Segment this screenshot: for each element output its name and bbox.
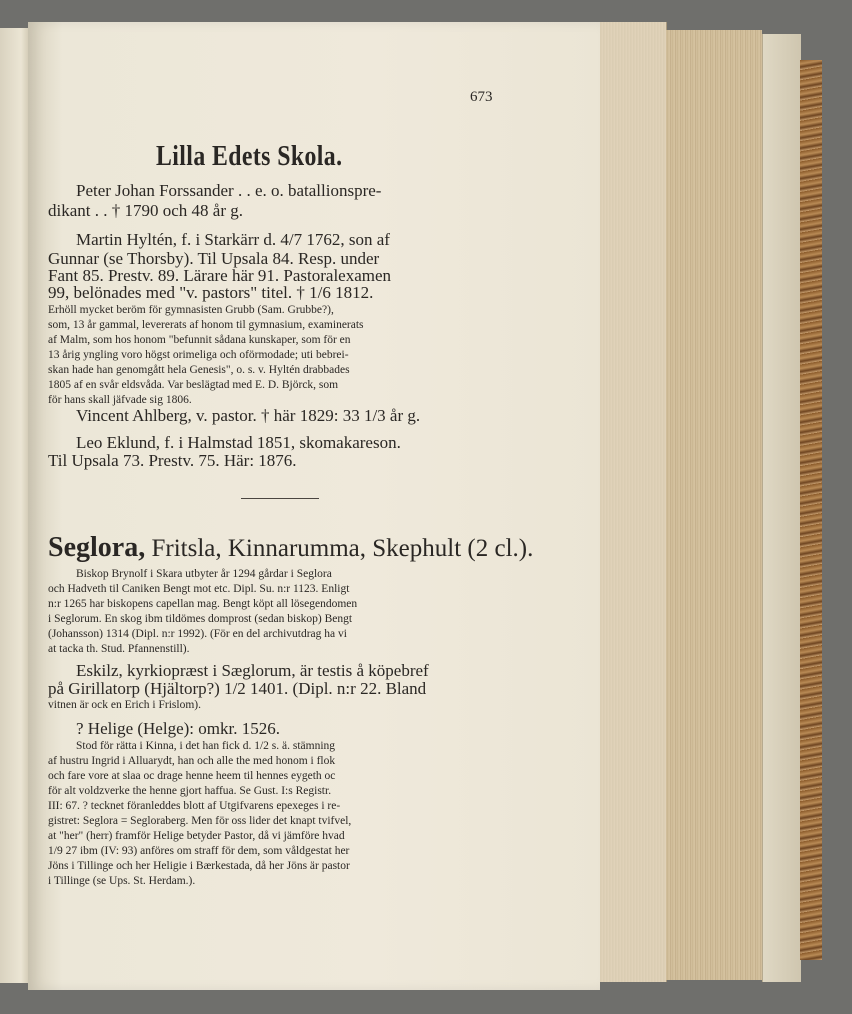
text-line-small: af hustru Ingrid i Alluarydt, han och alle the med honom i flok (48, 755, 336, 767)
section-heading-place: Seglora, (48, 532, 146, 563)
text-line: på Girillatorp (Hjältorp?) 1/2 1401. (Dipl. n:r 22. Bland (48, 679, 427, 698)
text-line-small: för hans skall jäfvade sig 1806. (48, 394, 192, 406)
text-line: dikant . . † 1790 och 48 år g. (48, 201, 243, 220)
text-line-small: n:r 1265 har biskopens capellan mag. Bengt köpt all lösegendomen (48, 598, 358, 610)
text-line: Fant 85. Prestv. 89. Lärare här 91. Pastoralexamen (48, 266, 392, 285)
text-line-small: 1805 af en svår eldsvåda. Var beslägtad med E. D. Björck, som (48, 379, 339, 391)
text-line-small: i Tillinge (se Ups. St. Herdam.). (48, 875, 196, 887)
text-line-small: Biskop Brynolf i Skara utbyter år 1294 gårdar i Seglora (76, 568, 332, 580)
text-line-small: af Malm, som hos honom "befunnit sådana kunskaper, som för en (48, 334, 351, 346)
text-line: Gunnar (se Thorsby). Til Upsala 84. Resp. under (48, 249, 380, 268)
text-line-small: Jöns i Tillinge och her Heligie i Bærkestada, då her Jöns är pastor (48, 860, 350, 872)
text-line: Vincent Ahlberg, v. pastor. † här 1829: 33 1/3 år g. (76, 406, 421, 425)
text-line: Leo Eklund, f. i Halmstad 1851, skomakareson. (76, 433, 401, 452)
text-line: Eskilz, kyrkiopræst i Sæglorum, är testis å köpebref (76, 661, 429, 680)
text-line-small: Erhöll mycket beröm för gymnasisten Grubb (Sam. Grubbe?), (48, 304, 334, 316)
text-line-small: som, 13 år gammal, levererats af honom til gymnasium, examinerats (48, 319, 364, 331)
section-heading (48, 534, 533, 562)
text-line-small: at "her" (herr) framför Helige betyder Pastor, då vi jämföre hvad (48, 830, 345, 842)
text-line-small: för alt voldzverke the henne gjort haffua. Se Gust. I:s Registr. (48, 785, 332, 797)
text-line-small: Stod för rätta i Kinna, i det han fick d. 1/2 s. ä. stämning (76, 740, 336, 752)
text-line-small: och fare vore at slaa oc drage henne heem til hennes eygeth oc (48, 770, 336, 782)
text-line-small: at tacka th. Stud. Pfannenstill). (48, 643, 190, 655)
page-edges-inner (666, 30, 762, 980)
page-number: 673 (470, 89, 493, 105)
text-line-small: skan hade han genomgått hela Genesis", o. s. v. Hyltén drabbades (48, 364, 350, 376)
text-line-small: III: 67. ? tecknet föranleddes blott af Utgifvarens epexeges i re- (48, 800, 341, 812)
text-line-small: och Hadveth til Caniken Bengt mot etc. Dipl. Su. n:r 1123. Enligt (48, 583, 350, 595)
section-title: Lilla Edets Skola. (156, 140, 343, 172)
text-line-small: gistret: Seglora = Segloraberg. Men för oss lider det knapt tvifvel, (48, 815, 352, 827)
book-page (28, 22, 600, 990)
text-line: Peter Johan Forssander . . e. o. batallionspre- (76, 181, 382, 200)
text-line: Martin Hyltén, f. i Starkärr d. 4/7 1762, son af (76, 230, 390, 249)
page-edges (598, 22, 667, 982)
left-page-edge (0, 28, 31, 983)
text-line: Til Upsala 73. Prestv. 75. Här: 1876. (48, 451, 297, 470)
text-line-small: i Seglorum. En skog ibm tildömes domprost (sedan biskop) Bengt (48, 613, 353, 625)
text-line-small: 1/9 27 ibm (IV: 93) anföres om straff för dem, som våldgestat her (48, 845, 350, 857)
section-heading-rest: Fritsla, Kinnarumma, Skephult (2 cl.). (151, 535, 534, 562)
text-line-small: 13 årig yngling voro högst orimeliga och oförmodade; uti bebrei- (48, 349, 349, 361)
text-line: ? Helige (Helge): omkr. 1526. (76, 719, 280, 738)
section-divider (241, 498, 319, 499)
text-line-small: vitnen är ock en Erich i Frislom). (48, 699, 201, 711)
text-line: 99, belönades med "v. pastors" titel. † 1/6 1812. (48, 283, 374, 302)
page-edges-outer (762, 34, 801, 982)
book-cover-edge (800, 60, 822, 960)
text-line-small: (Johansson) 1314 (Dipl. n:r 1992). (För en del archivutdrag ha vi (48, 628, 347, 640)
